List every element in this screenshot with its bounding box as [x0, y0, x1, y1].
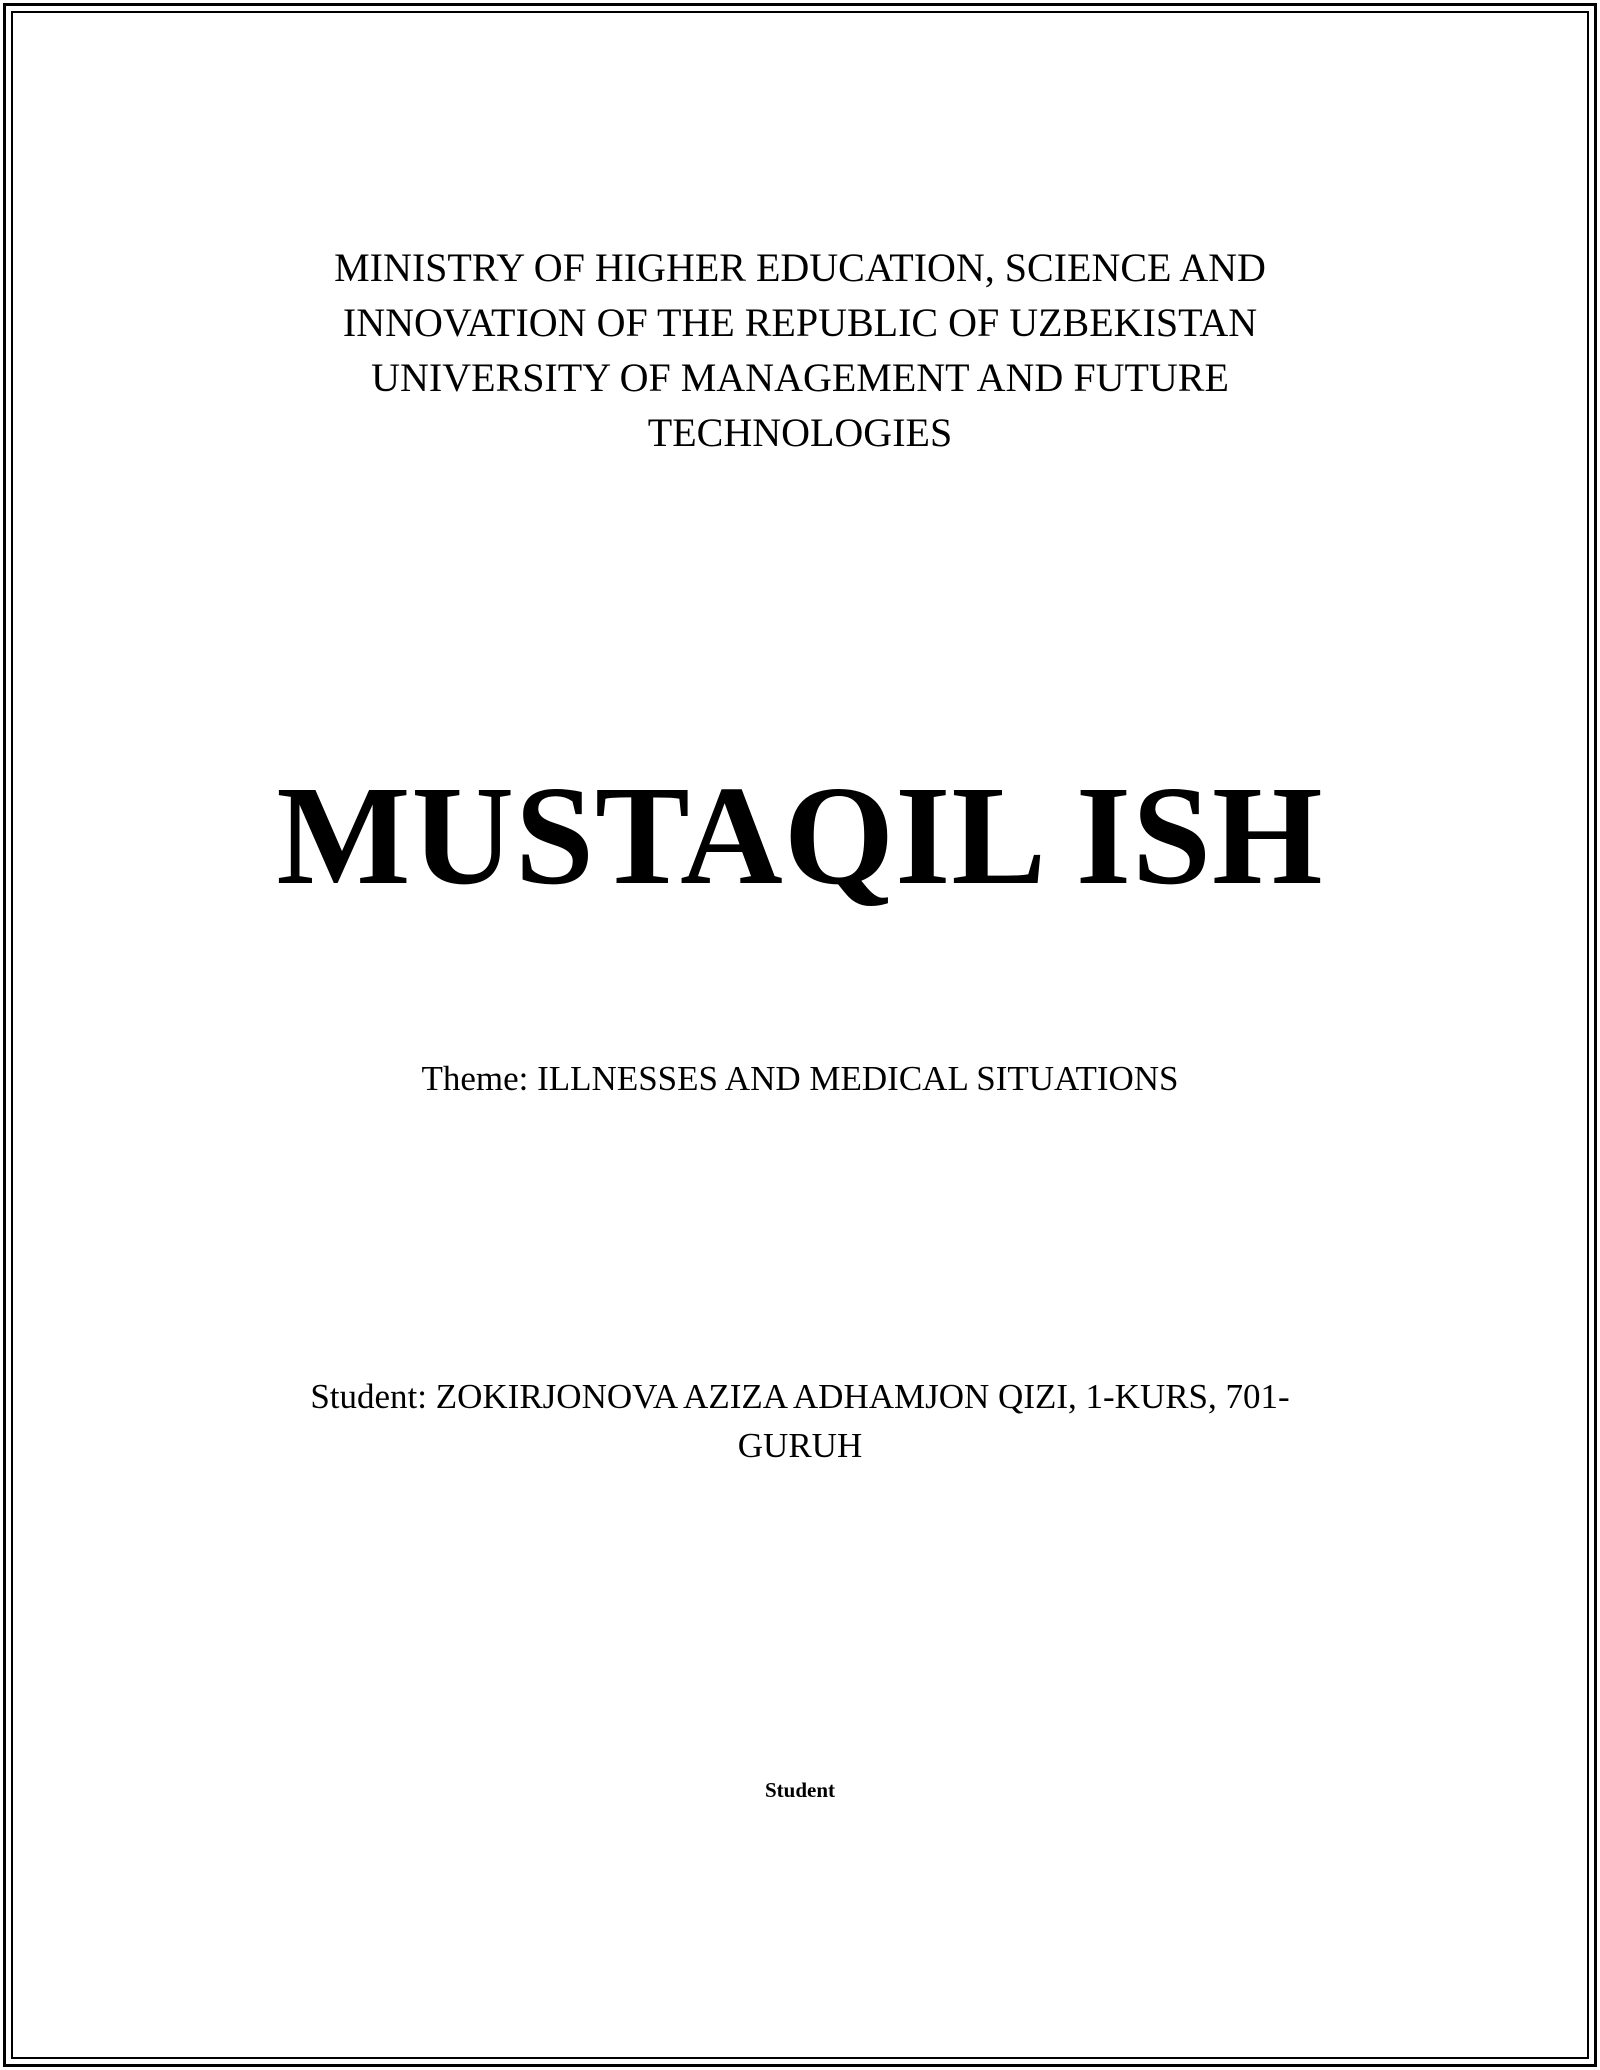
header-line-4: TECHNOLOGIES	[647, 410, 953, 455]
header-line-2: INNOVATION OF THE REPUBLIC OF UZBEKISTAN	[342, 300, 1258, 345]
student-line-1: Student: ZOKIRJONOVA AZIZA ADHAMJON QIZI, 1-KURS, 701-	[310, 1377, 1290, 1416]
header-line-1: MINISTRY OF HIGHER EDUCATION, SCIENCE AND	[334, 245, 1266, 290]
institution-header	[0, 240, 1600, 460]
student-line-2: GURUH	[737, 1426, 863, 1465]
header-line-3: UNIVERSITY OF MANAGEMENT AND FUTURE	[371, 355, 1229, 400]
theme-line: Theme: ILLNESSES AND MEDICAL SITUATIONS	[421, 1059, 1179, 1098]
student-info	[0, 1372, 1600, 1470]
footer-student-label: Student	[764, 1778, 836, 1802]
document-title: MUSTAQIL ISH	[276, 756, 1324, 914]
